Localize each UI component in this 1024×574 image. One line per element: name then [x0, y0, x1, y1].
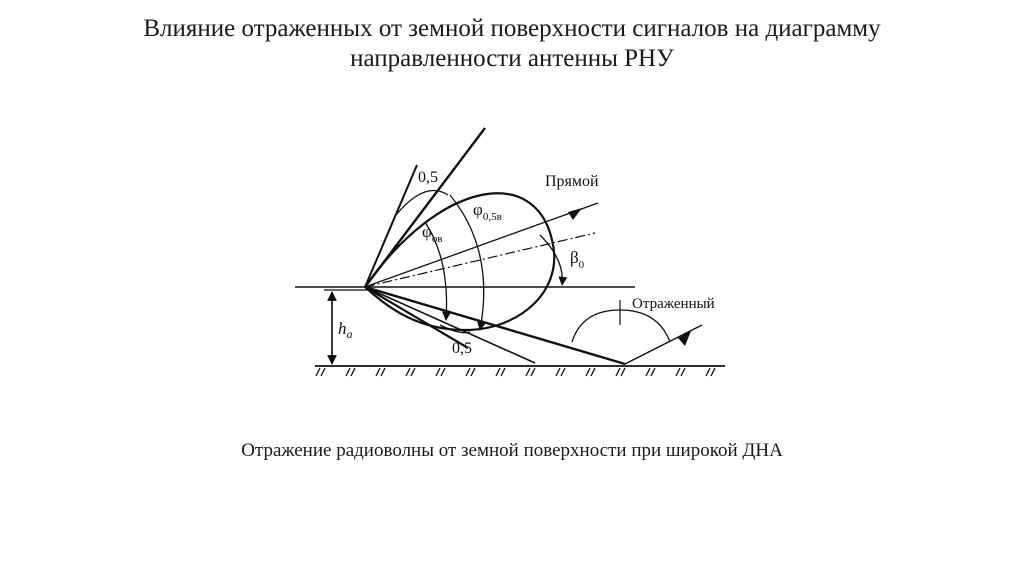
lower-tangent-line — [365, 287, 468, 348]
ground-surface — [315, 366, 725, 376]
title-line-2: направленности антенны РНУ — [350, 45, 674, 72]
upper-tangent-line-2 — [365, 165, 417, 287]
label-direct: Прямой — [545, 173, 599, 190]
label-reflected: Отраженный — [632, 296, 715, 312]
slide-title — [0, 14, 1024, 74]
label-beta: $\beta_0$ — [570, 248, 585, 271]
label-phi-05v: $\varphi_{0,5в}$ — [473, 200, 502, 223]
title-line-1: Влияние отраженных от земной поверхности сигналов на диаграмму — [143, 15, 881, 42]
label-phi-ov: $\varphi_{ов}$ — [422, 222, 443, 245]
angle-arc-reflection — [572, 310, 670, 342]
label-half-top: 0,5 — [418, 169, 438, 186]
height-label: $h_a$ — [338, 319, 353, 341]
radiation-pattern-lobe — [365, 193, 554, 330]
figure-caption: Отражение радиоволны от земной поверхности при широкой ДНА — [241, 440, 783, 461]
reflected-ray-lower — [365, 287, 535, 363]
reflected-incoming-ray — [625, 325, 702, 364]
antenna-reflection-diagram — [290, 120, 760, 395]
direct-ray-arrow — [568, 208, 582, 220]
reflected-ray-to-ground — [365, 287, 625, 364]
label-half-bottom: 0,5 — [452, 340, 472, 357]
